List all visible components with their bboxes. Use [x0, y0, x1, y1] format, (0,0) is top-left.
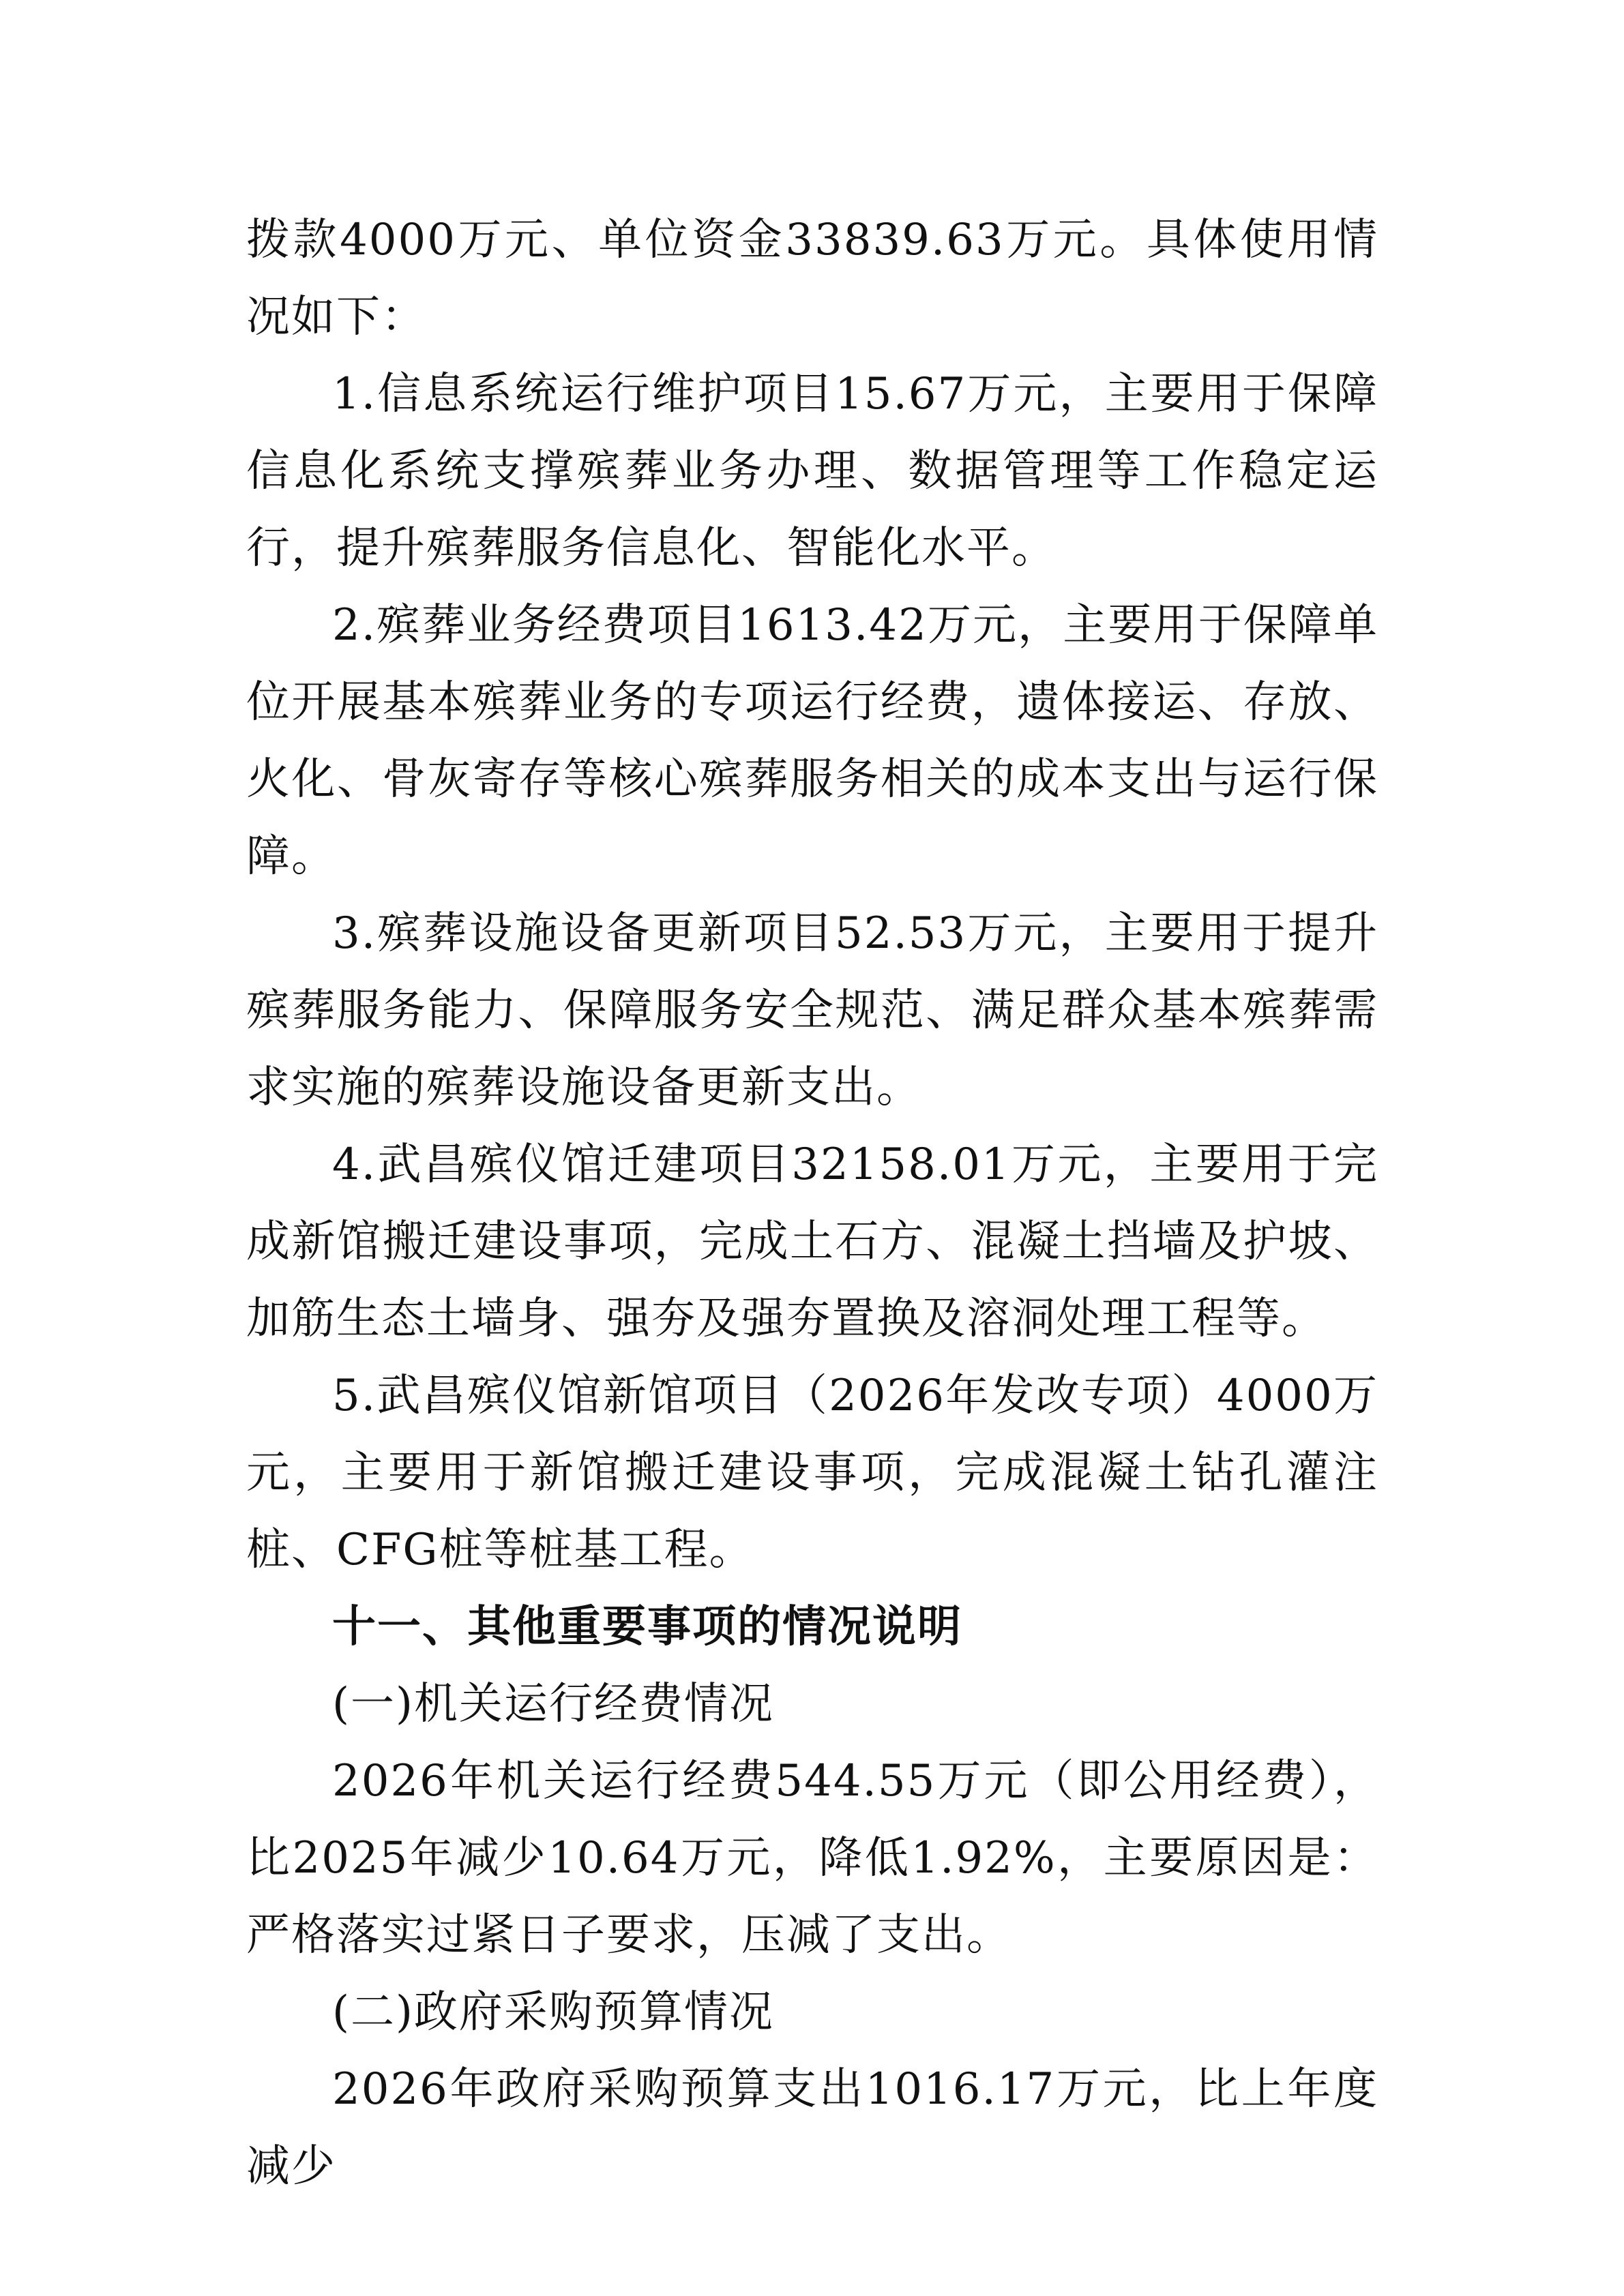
paragraph-item-3: 3.殡葬设施设备更新项目52.53万元，主要用于提升殡葬服务能力、保障服务安全规范、满足群众基本殡葬需求实施的殡葬设施设备更新支出。	[246, 908, 1378, 1113]
paragraph-item-5: 5.武昌殡仪馆新馆项目（2026年发改专项）4000万元，主要用于新馆搬迁建设事项，完成混凝土钻孔灌注桩、CFG桩等桩基工程。	[246, 1371, 1378, 1575]
subsection-heading-1: (一)机关运行经费情况	[332, 1679, 774, 1729]
paragraph-item-1: 1.信息系统运行维护项目15.67万元，主要用于保障信息化系统支撑殡葬业务办理、数据管理等工作稳定运行，提升殡葬服务信息化、智能化水平。	[246, 369, 1378, 573]
paragraph-item-2: 2.殡葬业务经费项目1613.42万元，主要用于保障单位开展基本殡葬业务的专项运行经费，遗体接运、存放、火化、骨灰寄存等核心殡葬服务相关的成本支出与运行保障。	[246, 600, 1378, 882]
paragraph-procurement-budget: 2026年政府采购预算支出1016.17万元，比上年度减少	[246, 2064, 1378, 2192]
document-page	[246, 202, 1378, 2205]
section-heading: 十一、其他重要事项的情况说明	[332, 1602, 962, 1652]
paragraph-funding-summary: 拨款4000万元、单位资金33839.63万元。具体使用情况如下：	[246, 215, 1378, 342]
subsection-heading-2: (二)政府采购预算情况	[332, 1987, 774, 2038]
paragraph-item-4: 4.武昌殡仪馆迁建项目32158.01万元，主要用于完成新馆搬迁建设事项，完成土石方、混凝土挡墙及护坡、加筋生态土墙身、强夯及强夯置换及溶洞处理工程等。	[246, 1139, 1378, 1344]
paragraph-operating-expenses: 2026年机关运行经费544.55万元（即公用经费），比2025年减少10.64万元，降低1.92%，主要原因是：严格落实过紧日子要求，压减了支出。	[246, 1756, 1378, 1960]
